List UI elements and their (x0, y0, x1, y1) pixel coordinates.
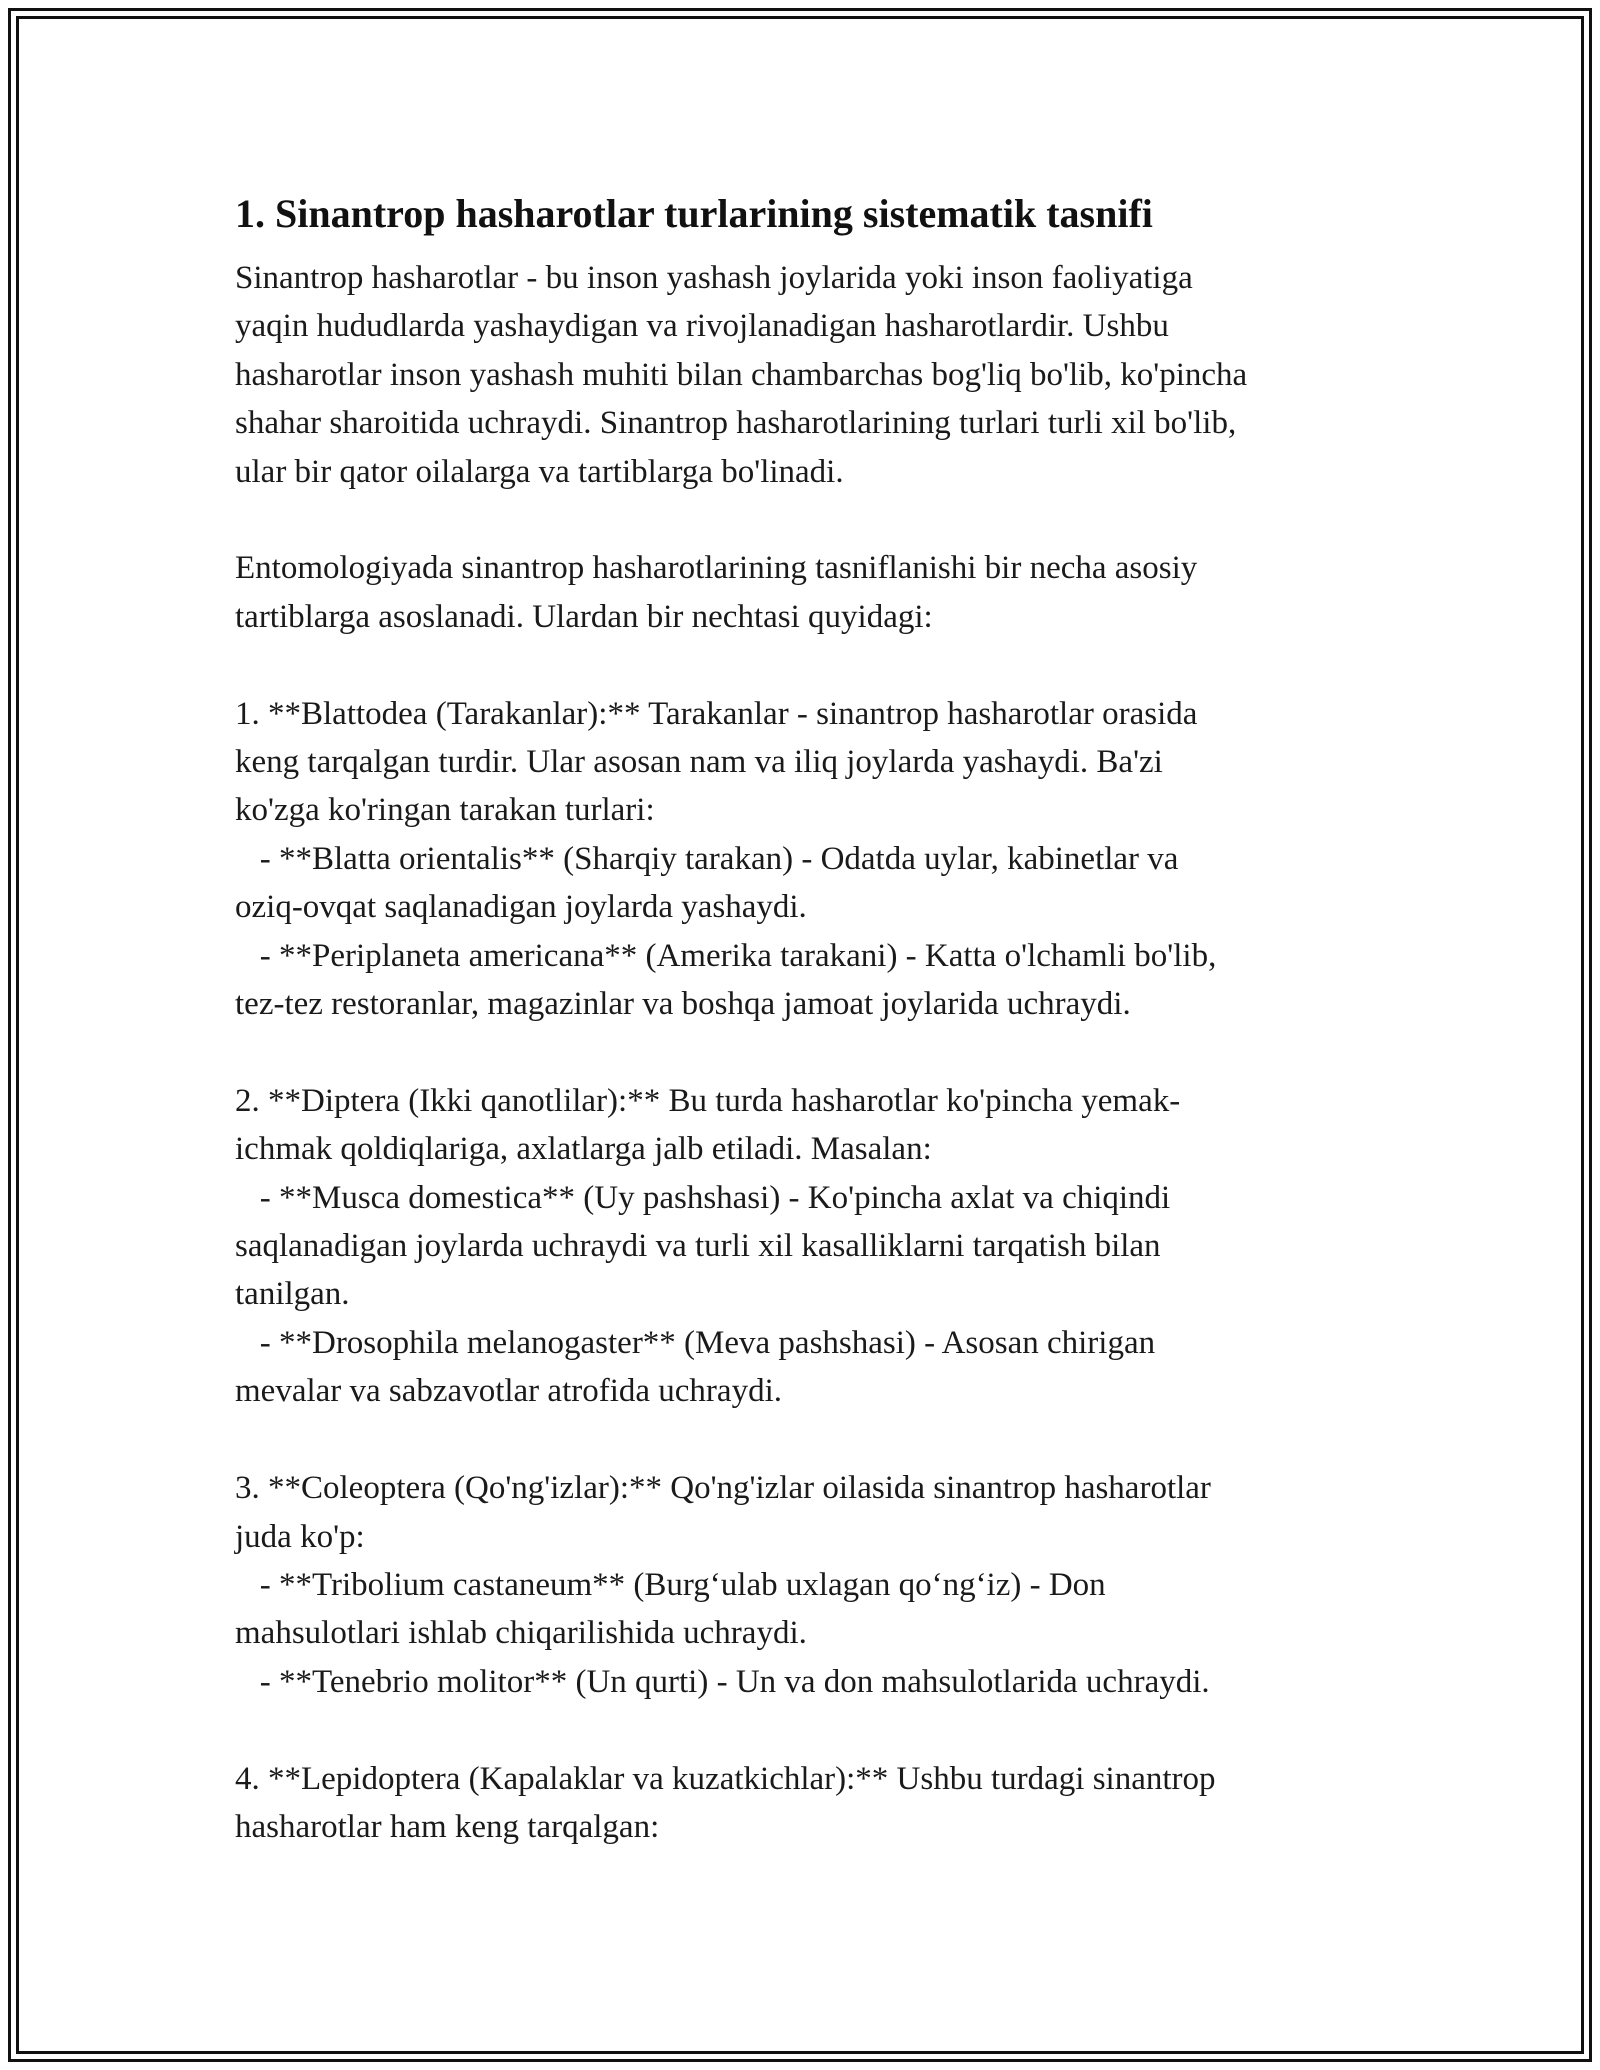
text-line: 4. **Lepidoptera (Kapalaklar va kuzatkichlar):** Ushbu turdagi sinantrop (235, 1760, 1216, 1797)
text-line: Entomologiyada sinantrop hasharotlarining tasniflanishi bir necha asosiy (235, 550, 1198, 587)
text-line: ko'zga ko'ringan tarakan turlari: (235, 792, 655, 829)
section-heading: 1. Sinantrop hasharotlar turlarining sistematik tasnifi (235, 191, 1153, 236)
text-line: - **Drosophila melanogaster** (Meva pashshasi) - Asosan chirigan (235, 1324, 1156, 1361)
text-line: - **Periplaneta americana** (Amerika tarakani) - Katta o'lchamli bo'lib, (235, 937, 1217, 974)
text-line: hasharotlar inson yashash muhiti bilan chambarchas bog'liq bo'lib, ko'pincha (235, 356, 1248, 393)
text-line: saqlanadigan joylarda uchraydi va turli xil kasalliklarni tarqatish bilan (235, 1228, 1161, 1265)
text-line: mahsulotlari ishlab chiqarilishida uchraydi. (235, 1615, 807, 1652)
paragraph-gap (235, 641, 1375, 689)
text-line: hasharotlar ham keng tarqalgan: (235, 1808, 660, 1845)
text-line: ichmak qoldiqlariga, axlatlarga jalb etiladi. Masalan: (235, 1131, 932, 1168)
paragraph-classification (235, 544, 1375, 641)
document-body (235, 188, 1375, 1851)
list-item-coleoptera (235, 1464, 1375, 1706)
text-line: oziq-ovqat saqlanadigan joylarda yashaydi. (235, 889, 807, 926)
paragraph-gap (235, 1028, 1375, 1076)
paragraph-gap (235, 1706, 1375, 1754)
text-line: 1. **Blattodea (Tarakanlar):** Tarakanlar - sinantrop hasharotlar orasida (235, 695, 1198, 732)
text-line: - **Musca domestica** (Uy pashshasi) - Ko'pincha axlat va chiqindi (235, 1179, 1171, 1216)
text-line: tartiblarga asoslanadi. Ulardan bir nechtasi quyidagi: (235, 598, 933, 635)
text-line: tez-tez restoranlar, magazinlar va boshqa jamoat joylarida uchraydi. (235, 986, 1131, 1023)
paragraph-intro (235, 254, 1375, 496)
text-line: mevalar va sabzavotlar atrofida uchraydi. (235, 1373, 782, 1410)
list-item-diptera (235, 1077, 1375, 1416)
text-line: shahar sharoitida uchraydi. Sinantrop hasharotlarining turlari turli xil bo'lib, (235, 405, 1237, 442)
text-line: 3. **Coleoptera (Qo'ng'izlar):** Qo'ng'izlar oilasida sinantrop hasharotlar (235, 1470, 1211, 1507)
paragraph-gap (235, 1416, 1375, 1464)
text-line: - **Tribolium castaneum** (Burg‘ulab uxlagan qo‘ng‘iz) - Don (235, 1566, 1106, 1603)
text-line: - **Blatta orientalis** (Sharqiy tarakan) - Odatda uylar, kabinetlar va (235, 840, 1179, 877)
text-line: juda ko'p: (235, 1518, 365, 1555)
list-item-blattodea (235, 690, 1375, 1029)
paragraph-gap (235, 496, 1375, 544)
text-line: keng tarqalgan turdir. Ular asosan nam va iliq joylarda yashaydi. Ba'zi (235, 744, 1163, 781)
text-line: 2. **Diptera (Ikki qanotlilar):** Bu turda hasharotlar ko'pincha yemak- (235, 1082, 1181, 1119)
text-line: ular bir qator oilalarga va tartiblarga bo'linadi. (235, 453, 844, 490)
list-item-lepidoptera (235, 1755, 1375, 1852)
text-line: - **Tenebrio molitor** (Un qurti) - Un va don mahsulotlarida uchraydi. (235, 1663, 1210, 1700)
text-line: yaqin hududlarda yashaydigan va rivojlanadigan hasharotlardir. Ushbu (235, 308, 1169, 345)
text-line: tanilgan. (235, 1276, 350, 1313)
text-line: Sinantrop hasharotlar - bu inson yashash joylarida yoki inson faoliyatiga (235, 260, 1193, 296)
